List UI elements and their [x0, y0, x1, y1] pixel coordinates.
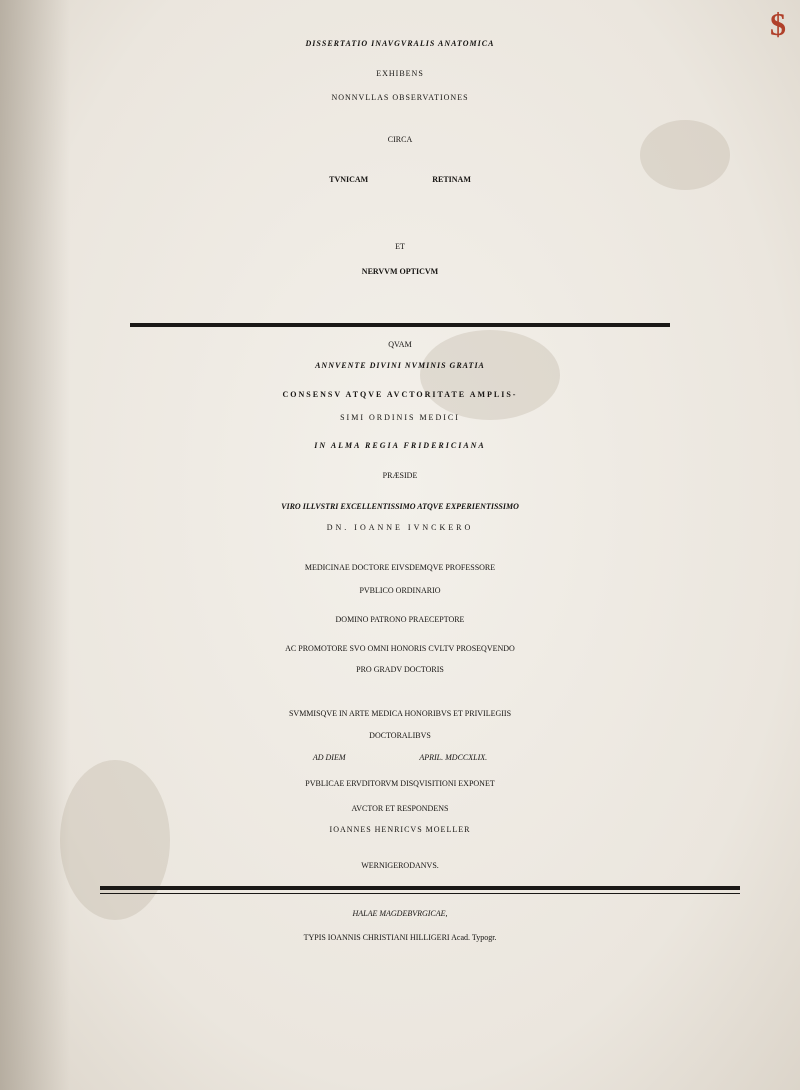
promotore-line: AC PROMOTORE SVO OMNI HONORIS CVLTV PROSEQVENDO: [285, 644, 515, 653]
praeses-name: DN. IOANNE IVNCKERO: [326, 523, 474, 532]
title-line-nervum: NERVVM OPTICVM: [361, 267, 439, 276]
university-line: IN ALMA REGIA FRIDERICIANA: [314, 441, 486, 450]
publicae-line: PVBLICAE ERVDITORVM DISQVISITIONI EXPONET: [305, 779, 495, 788]
exhibens-line: EXHIBENS: [376, 69, 424, 78]
medicinae-line: MEDICINAE DOCTORE EIVSDEMQVE PROFESSORE: [304, 563, 496, 572]
title-line-circa: CIRCA: [387, 135, 413, 144]
domino-line: DOMINO PATRONO PRAECEPTORE: [335, 615, 465, 624]
title-word-retinam: RETINAM: [432, 175, 471, 184]
title-et: ET: [395, 242, 405, 251]
author-origin: WERNIGERODANVS.: [361, 861, 439, 870]
imprint-rule-thin: [100, 893, 740, 894]
title-word-tunicam: TVNICAM: [329, 175, 369, 184]
dissertation-type: DISSERTATIO INAVGVRALIS ANATOMICA: [305, 39, 495, 48]
auctor-line: AVCTOR ET RESPONDENS: [351, 804, 449, 813]
page-shadow: [0, 0, 70, 1090]
consensu-line: CONSENSV ATQVE AVCTORITATE AMPLIS-: [282, 390, 518, 399]
viro-line: VIRO ILLVSTRI EXCELLENTISSIMO ATQVE EXPERIENTISSIMO: [281, 502, 519, 511]
author-name: IOANNES HENRICVS MOELLER: [329, 825, 471, 834]
date-value: APRIL. MDCCXLIX.: [419, 753, 488, 762]
ad-diem: AD DIEM: [312, 753, 346, 762]
gradu-line: PRO GRADV DOCTORIS: [356, 665, 444, 674]
publico-line: PVBLICO ORDINARIO: [359, 586, 441, 595]
annuente-line: ANNVENTE DIVINI NVMINIS GRATIA: [315, 361, 485, 370]
summisque-line: SVMMISQVE IN ARTE MEDICA HONORIBVS ET PRIVILEGIIS: [288, 709, 512, 718]
title-rule: [130, 323, 670, 327]
imprint-rule-thick: [100, 886, 740, 890]
doctoralibus-line: DOCTORALIBVS: [369, 731, 431, 740]
date-line: [0, 754, 800, 762]
printer-line: TYPIS IOANNIS CHRISTIANI HILLIGERI Acad. Typogr.: [303, 933, 497, 942]
title-line-1: NONNVLLAS OBSERVATIONES: [331, 93, 469, 102]
praeside-line: PRÆSIDE: [382, 471, 418, 480]
quam-line: QVAM: [388, 340, 412, 349]
place-line: HALAE MAGDEBVRGICAE,: [352, 909, 448, 918]
title-main: [0, 176, 800, 184]
corner-mark: $: [770, 6, 786, 42]
ordinis-line: SIMI ORDINIS MEDICI: [340, 413, 460, 422]
